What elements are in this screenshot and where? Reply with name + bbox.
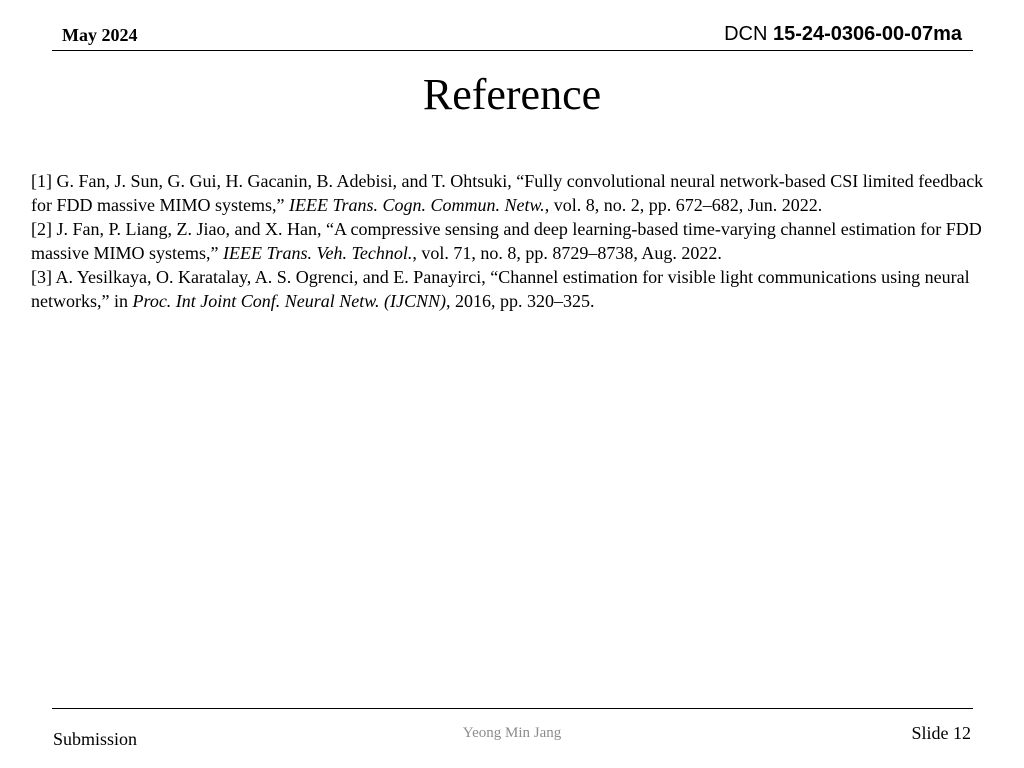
reference-details: , vol. 71, no. 8, pp. 8729–8738, Aug. 2022. [412,243,722,263]
footer-divider [52,708,973,709]
reference-item [31,217,993,265]
reference-item [31,265,993,313]
reference-text: [2] J. Fan, P. Liang, Z. Jiao, and X. Han, “A compressive sensing and deep learning-based time-varying channel estimation for FDD massive MIMO systems,” [31,219,982,263]
reference-item [31,169,993,217]
reference-text: [3] A. Yesilkaya, O. Karatalay, A. S. Ogrenci, and E. Panayirci, “Channel estimation for visible light communications using neural networks,” in [31,267,970,311]
reference-venue: Proc. Int Joint Conf. Neural Netw. (IJCNN) [132,291,446,311]
reference-details: , 2016, pp. 320–325. [445,291,595,311]
header-divider [52,50,973,51]
header-date: May 2024 [62,25,138,45]
reference-text: [1] G. Fan, J. Sun, G. Gui, H. Gacanin, B. Adebisi, and T. Ohtsuki, “Fully convolutional neural network-based CSI limited feedback for FDD massive MIMO systems,” [31,171,984,215]
footer-slide-number: Slide 12 [911,723,971,743]
slide-title: Reference [422,70,602,119]
dcn-label: DCN [724,23,768,45]
dcn-number: 15-24-0306-00-07ma [772,23,962,45]
reference-venue: IEEE Trans. Veh. Technol. [223,243,413,263]
reference-details: , vol. 8, no. 2, pp. 672–682, Jun. 2022. [544,195,823,215]
header-document-number [724,22,962,46]
reference-list [31,169,993,313]
footer-author: Yeong Min Jang [462,725,562,741]
footer-submission: Submission [53,729,138,749]
reference-venue: IEEE Trans. Cogn. Commun. Netw. [289,195,545,215]
